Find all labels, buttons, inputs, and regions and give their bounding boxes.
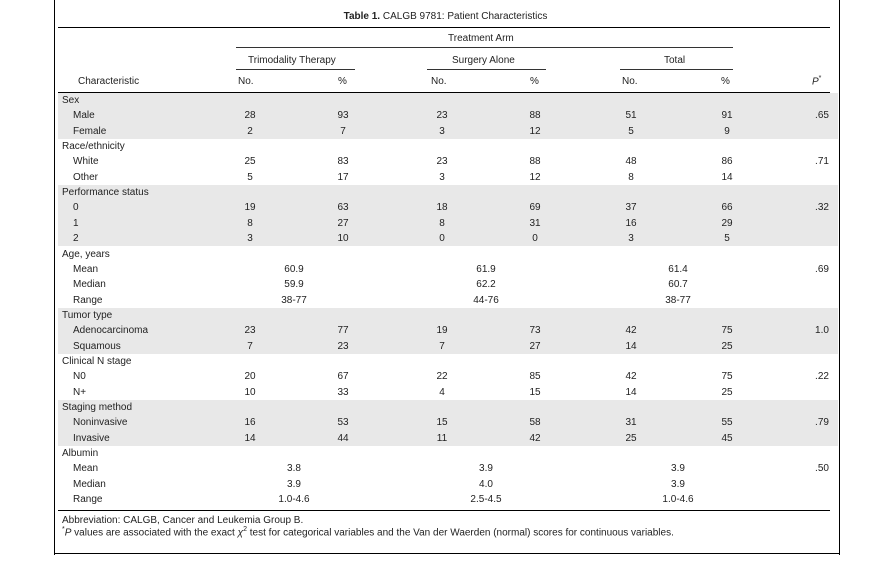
data-cell: 25 (721, 340, 733, 352)
table-title-text: CALGB 9781: Patient Characteristics (380, 11, 548, 22)
data-cell: 2 (247, 125, 253, 137)
group-header-trimodality: Trimodality Therapy (248, 55, 336, 66)
group-header-total: Total (664, 55, 686, 66)
data-cell: 59.9 (284, 279, 304, 291)
group-rule-trimodality (236, 69, 355, 70)
footnote-p: P (64, 527, 72, 539)
data-cell: 16 (625, 217, 637, 229)
data-cell: 66 (721, 202, 733, 214)
data-cell: 12 (529, 125, 541, 137)
table-title-label: Table 1. (343, 11, 381, 22)
row-label: Mean (73, 463, 99, 475)
data-cell: 14 (721, 171, 733, 183)
data-cell: 25 (244, 156, 256, 168)
row-label: 2 (73, 233, 79, 245)
data-cell: 48 (625, 156, 637, 168)
data-cell: 88 (529, 110, 541, 122)
section-label: Age, years (62, 248, 110, 260)
row-label: 1 (73, 217, 79, 229)
top-rule (58, 27, 830, 28)
row-label: White (73, 156, 99, 168)
data-cell: 7 (340, 125, 346, 137)
characteristic-header: Characteristic (78, 76, 140, 87)
data-cell: 23 (436, 156, 448, 168)
data-cell: 15 (436, 417, 448, 429)
data-cell: 17 (337, 171, 349, 183)
row-label: Other (73, 171, 99, 183)
data-cell: 7 (439, 340, 445, 352)
data-cell: 14 (625, 340, 637, 352)
data-cell: 31 (529, 217, 541, 229)
no-header-total: No. (622, 76, 638, 87)
data-cell: 3.9 (671, 478, 685, 490)
data-cell: 42 (625, 371, 637, 383)
data-cell: 63 (337, 202, 349, 214)
data-cell: 42 (529, 432, 541, 444)
data-cell: 27 (529, 340, 541, 352)
row-label: Invasive (73, 432, 110, 444)
data-cell: 27 (337, 217, 349, 229)
section-label: Clinical N stage (62, 355, 132, 367)
p-header (812, 75, 821, 87)
data-cell: 3.9 (287, 478, 301, 490)
data-cell: 75 (721, 371, 733, 383)
data-cell: 8 (439, 217, 445, 229)
data-cell: 9 (724, 125, 730, 137)
p-value: .65 (815, 110, 829, 122)
data-cell: 3.9 (671, 463, 685, 475)
section-label: Race/ethnicity (62, 141, 125, 153)
row-label: Adenocarcinoma (73, 325, 149, 337)
data-cell: 1.0-4.6 (278, 494, 310, 506)
treatment-arm-rule (236, 47, 733, 48)
section-label: Tumor type (62, 309, 113, 321)
bottom-rule (58, 510, 830, 511)
data-cell: 60.7 (668, 279, 688, 291)
data-cell: 18 (436, 202, 448, 214)
data-cell: 23 (337, 340, 349, 352)
data-cell: 11 (436, 432, 448, 444)
section-label: Albumin (62, 448, 99, 460)
row-label: 0 (73, 202, 79, 214)
p-value: .79 (815, 417, 829, 429)
data-cell: 67 (337, 371, 349, 383)
data-cell: 8 (247, 217, 253, 229)
row-label: Squamous (73, 340, 121, 352)
data-cell: 23 (244, 325, 256, 337)
row-label: Noninvasive (73, 417, 128, 429)
footnote-text-2: test for categorical variables and the Van der Waerden (normal) scores for continuous variables. (246, 527, 674, 539)
footnote-abbreviation: Abbreviation: CALGB, Cancer and Leukemia Group B. (62, 515, 304, 526)
footnote-text-1: values are associated with the exact (71, 527, 238, 539)
data-cell: 22 (436, 371, 448, 383)
data-cell: 0 (532, 233, 538, 245)
data-cell: 69 (529, 202, 541, 214)
data-cell: 75 (721, 325, 733, 337)
data-cell: 14 (625, 386, 637, 398)
data-cell: 85 (529, 371, 541, 383)
data-cell: 44-76 (473, 294, 499, 306)
p-header-label: P (812, 76, 819, 88)
row-label: N+ (73, 386, 87, 398)
pct-header-surgery: % (530, 76, 539, 87)
no-header-trimodality: No. (238, 76, 254, 87)
footnote-star: * (62, 526, 65, 533)
data-cell: 20 (244, 371, 256, 383)
data-cell: 4.0 (479, 478, 493, 490)
data-cell: 44 (337, 432, 349, 444)
row-label: Median (73, 478, 106, 490)
data-cell: 3 (439, 125, 445, 137)
data-cell: 93 (337, 110, 349, 122)
data-cell: 62.2 (476, 279, 496, 291)
data-cell: 61.9 (476, 263, 496, 275)
row-label: Mean (73, 263, 99, 275)
data-cell: 5 (724, 233, 730, 245)
data-cell: 31 (625, 417, 637, 429)
data-cell: 3.8 (287, 463, 301, 475)
data-cell: 3.9 (479, 463, 493, 475)
section-label: Performance status (62, 187, 149, 199)
p-value: .32 (815, 202, 829, 214)
data-cell: 2.5-4.5 (470, 494, 502, 506)
data-cell: 83 (337, 156, 349, 168)
data-cell: 10 (244, 386, 256, 398)
data-cell: 8 (628, 171, 634, 183)
footnote-chi-sup: 2 (243, 526, 247, 533)
data-cell: 51 (625, 110, 637, 122)
group-rule-surgery (427, 69, 546, 70)
footnote-chi: χ (237, 527, 244, 539)
data-cell: 16 (244, 417, 256, 429)
no-header-surgery: No. (431, 76, 447, 87)
data-cell: 28 (244, 110, 256, 122)
pct-header-total: % (721, 76, 730, 87)
data-cell: 7 (247, 340, 253, 352)
footnote-p-values (62, 526, 674, 538)
p-value: .71 (815, 156, 829, 168)
data-cell: 37 (625, 202, 637, 214)
data-cell: 10 (337, 233, 349, 245)
data-cell: 61.4 (668, 263, 688, 275)
data-cell: 5 (247, 171, 253, 183)
treatment-arm-header: Treatment Arm (448, 33, 514, 44)
data-cell: 3 (628, 233, 634, 245)
data-cell: 14 (244, 432, 256, 444)
data-cell: 12 (529, 171, 541, 183)
data-cell: 25 (625, 432, 637, 444)
section-label: Staging method (62, 402, 133, 413)
table-title (0, 11, 891, 22)
data-cell: 19 (244, 202, 256, 214)
data-cell: 38-77 (665, 294, 691, 306)
data-cell: 77 (337, 325, 349, 337)
data-cell: 55 (721, 417, 733, 429)
pct-header-trimodality: % (338, 76, 347, 87)
data-cell: 38-77 (281, 294, 307, 306)
data-cell: 42 (625, 325, 637, 337)
data-cell: 25 (721, 386, 733, 398)
p-value: .69 (815, 263, 829, 275)
data-cell: 73 (529, 325, 541, 337)
row-label: Female (73, 125, 107, 137)
data-cell: 1.0-4.6 (662, 494, 694, 506)
group-header-surgery: Surgery Alone (452, 55, 515, 66)
data-cell: 33 (337, 386, 349, 398)
group-rule-total (620, 69, 733, 70)
data-cell: 53 (337, 417, 349, 429)
data-cell: 45 (721, 432, 733, 444)
data-cell: 88 (529, 156, 541, 168)
data-cell: 15 (529, 386, 541, 398)
row-label: Range (73, 294, 103, 306)
data-cell: 91 (721, 110, 733, 122)
data-cell: 0 (439, 233, 445, 245)
p-value: .50 (815, 463, 829, 475)
data-cell: 86 (721, 156, 733, 168)
data-cell: 60.9 (284, 263, 304, 275)
section-label: Sex (62, 95, 80, 106)
data-cell: 58 (529, 417, 541, 429)
data-cell: 3 (439, 171, 445, 183)
table-bottom-border (54, 553, 840, 554)
data-cell: 3 (247, 233, 253, 245)
row-label: Median (73, 279, 106, 291)
row-label: N0 (73, 371, 86, 383)
data-cell: 5 (628, 125, 634, 137)
data-cell: 4 (439, 386, 445, 398)
p-value: 1.0 (815, 325, 829, 337)
row-label: Male (73, 110, 95, 122)
p-value: .22 (815, 371, 829, 383)
data-cell: 29 (721, 217, 733, 229)
data-cell: 19 (436, 325, 448, 337)
row-label: Range (73, 494, 103, 506)
p-header-sup: * (818, 75, 822, 82)
data-cell: 23 (436, 110, 448, 122)
